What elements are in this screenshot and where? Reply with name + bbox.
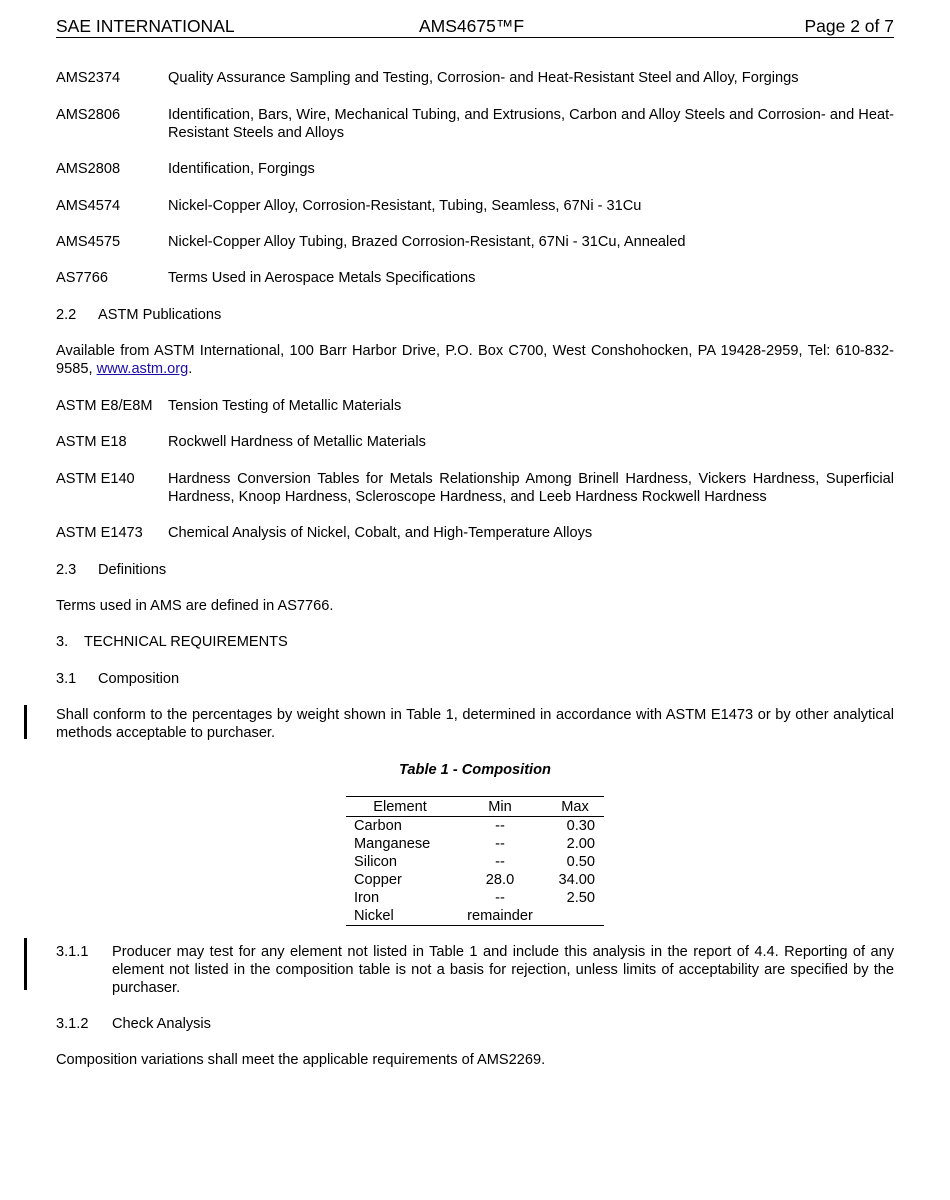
min-cell: --	[495, 890, 505, 906]
subsection-3-1-1	[56, 943, 894, 997]
section-title: TECHNICAL REQUIREMENTS	[84, 634, 288, 650]
reference-entry	[56, 433, 894, 451]
table-row	[346, 907, 604, 926]
section-heading-3-1-2	[56, 1015, 211, 1033]
table-header-row	[346, 797, 604, 817]
min-cell: --	[495, 818, 505, 834]
min-cell: remainder	[467, 908, 533, 924]
reference-title: Terms Used in Aerospace Metals Specifications	[168, 270, 476, 286]
element-cell: Iron	[354, 890, 380, 906]
max-cell: 0.30	[566, 818, 595, 834]
header-spec-number: AMS4675™F	[419, 16, 525, 36]
section-number: 3.	[56, 634, 69, 650]
section-number: 3.1	[56, 671, 77, 687]
max-cell: 0.50	[566, 854, 595, 870]
element-cell: Nickel	[354, 908, 394, 924]
column-header-min: Min	[454, 797, 546, 817]
table-row	[346, 817, 604, 836]
element-cell: Carbon	[354, 818, 402, 834]
column-header-element: Element	[346, 797, 454, 817]
reference-entry	[56, 69, 894, 87]
availability-end: .	[188, 361, 193, 377]
definitions-paragraph: Terms used in AMS are defined in AS7766.	[56, 598, 334, 614]
composition-table	[346, 796, 604, 926]
section-heading-3	[56, 633, 288, 651]
max-cell: 34.00	[558, 872, 595, 888]
section-heading-3-1	[56, 670, 179, 688]
reference-code: AMS2374	[56, 70, 121, 86]
section-title: ASTM Publications	[98, 307, 222, 323]
section-number: 3.1.2	[56, 1016, 89, 1032]
reference-entry	[56, 269, 894, 287]
check-analysis-paragraph: Composition variations shall meet the applicable requirements of AMS2269.	[56, 1052, 546, 1068]
section-number: 3.1.1	[56, 944, 89, 960]
section-number: 2.2	[56, 307, 77, 323]
reference-entry	[56, 160, 894, 178]
reference-code: AS7766	[56, 270, 108, 286]
astm-website-link[interactable]: www.astm.org	[96, 361, 189, 377]
min-cell: 28.0	[485, 872, 515, 888]
column-header-max: Max	[546, 797, 604, 817]
table-row	[346, 835, 604, 853]
header-org: SAE INTERNATIONAL	[56, 16, 235, 36]
section-heading-2-3	[56, 561, 166, 579]
min-cell: --	[495, 836, 505, 852]
reference-entry	[56, 197, 894, 215]
reference-title: Identification, Bars, Wire, Mechanical Tubing, and Extrusions, Carbon and Alloy Steels and Corrosion- and Heat-Resistant Steels and Alloys	[168, 107, 894, 141]
composition-paragraph: Shall conform to the percentages by weight shown in Table 1, determined in accordance with ASTM E1473 or by other analytical methods acceptable to purchaser.	[56, 707, 894, 741]
reference-title: Nickel-Copper Alloy Tubing, Brazed Corrosion-Resistant, 67Ni - 31Cu, Annealed	[168, 234, 686, 250]
table-caption: Table 1 - Composition	[399, 762, 551, 778]
table-row	[346, 853, 604, 871]
reference-entry	[56, 106, 894, 142]
section-number: 2.3	[56, 562, 77, 578]
astm-availability-paragraph	[56, 342, 894, 378]
section-title: Definitions	[98, 562, 167, 578]
reference-title: Identification, Forgings	[168, 161, 315, 177]
reference-entry	[56, 233, 894, 251]
reference-title: Quality Assurance Sampling and Testing, Corrosion- and Heat-Resistant Steel and Alloy, Forgings	[168, 70, 799, 86]
reference-title: Rockwell Hardness of Metallic Materials	[168, 434, 426, 450]
element-cell: Silicon	[354, 854, 397, 870]
reference-code: AMS4574	[56, 198, 121, 214]
max-cell: 2.50	[566, 890, 595, 906]
reference-code: ASTM E18	[56, 434, 127, 450]
availability-text: Available from ASTM International, 100 Barr Harbor Drive, P.O. Box C700, West Conshohocken, PA 19428-2959, Tel: 610-832-9585,	[56, 343, 894, 377]
page-header	[56, 16, 894, 38]
element-cell: Copper	[354, 872, 402, 888]
reference-title: Chemical Analysis of Nickel, Cobalt, and High-Temperature Alloys	[168, 525, 593, 541]
reference-entry	[56, 470, 894, 506]
section-title: Check Analysis	[112, 1016, 211, 1032]
reference-entry	[56, 524, 894, 542]
header-page-number: Page 2 of 7	[804, 16, 894, 36]
reference-code: ASTM E140	[56, 471, 135, 487]
subsection-text: Producer may test for any element not listed in Table 1 and include this analysis in the report of 4.4. Reporting of any element not listed in the composition table is not a basis for rejection, unless limits of acceptability are specified by the purchaser.	[112, 944, 894, 996]
element-cell: Manganese	[354, 836, 431, 852]
revision-change-bar	[24, 705, 27, 739]
reference-code: AMS4575	[56, 234, 121, 250]
reference-title: Tension Testing of Metallic Materials	[168, 398, 402, 414]
reference-code: ASTM E1473	[56, 525, 143, 541]
table-row	[346, 889, 604, 907]
reference-title: Hardness Conversion Tables for Metals Relationship Among Brinell Hardness, Vickers Hardness, Superficial Hardness, Knoop Hardness, Scleroscope Hardness, and Leeb Hardness Rockwell Hardness	[168, 471, 894, 505]
min-cell: --	[495, 854, 505, 870]
max-cell: 2.00	[566, 836, 595, 852]
reference-code: AMS2808	[56, 161, 121, 177]
section-title: Composition	[98, 671, 180, 687]
reference-title: Nickel-Copper Alloy, Corrosion-Resistant, Tubing, Seamless, 67Ni - 31Cu	[168, 198, 642, 214]
reference-entry	[56, 397, 894, 415]
revision-change-bar	[24, 938, 27, 990]
max-cell	[546, 907, 604, 926]
reference-code: AMS2806	[56, 107, 121, 123]
reference-code: ASTM E8/E8M	[56, 398, 153, 414]
section-heading-2-2	[56, 306, 221, 324]
table-row	[346, 871, 604, 889]
